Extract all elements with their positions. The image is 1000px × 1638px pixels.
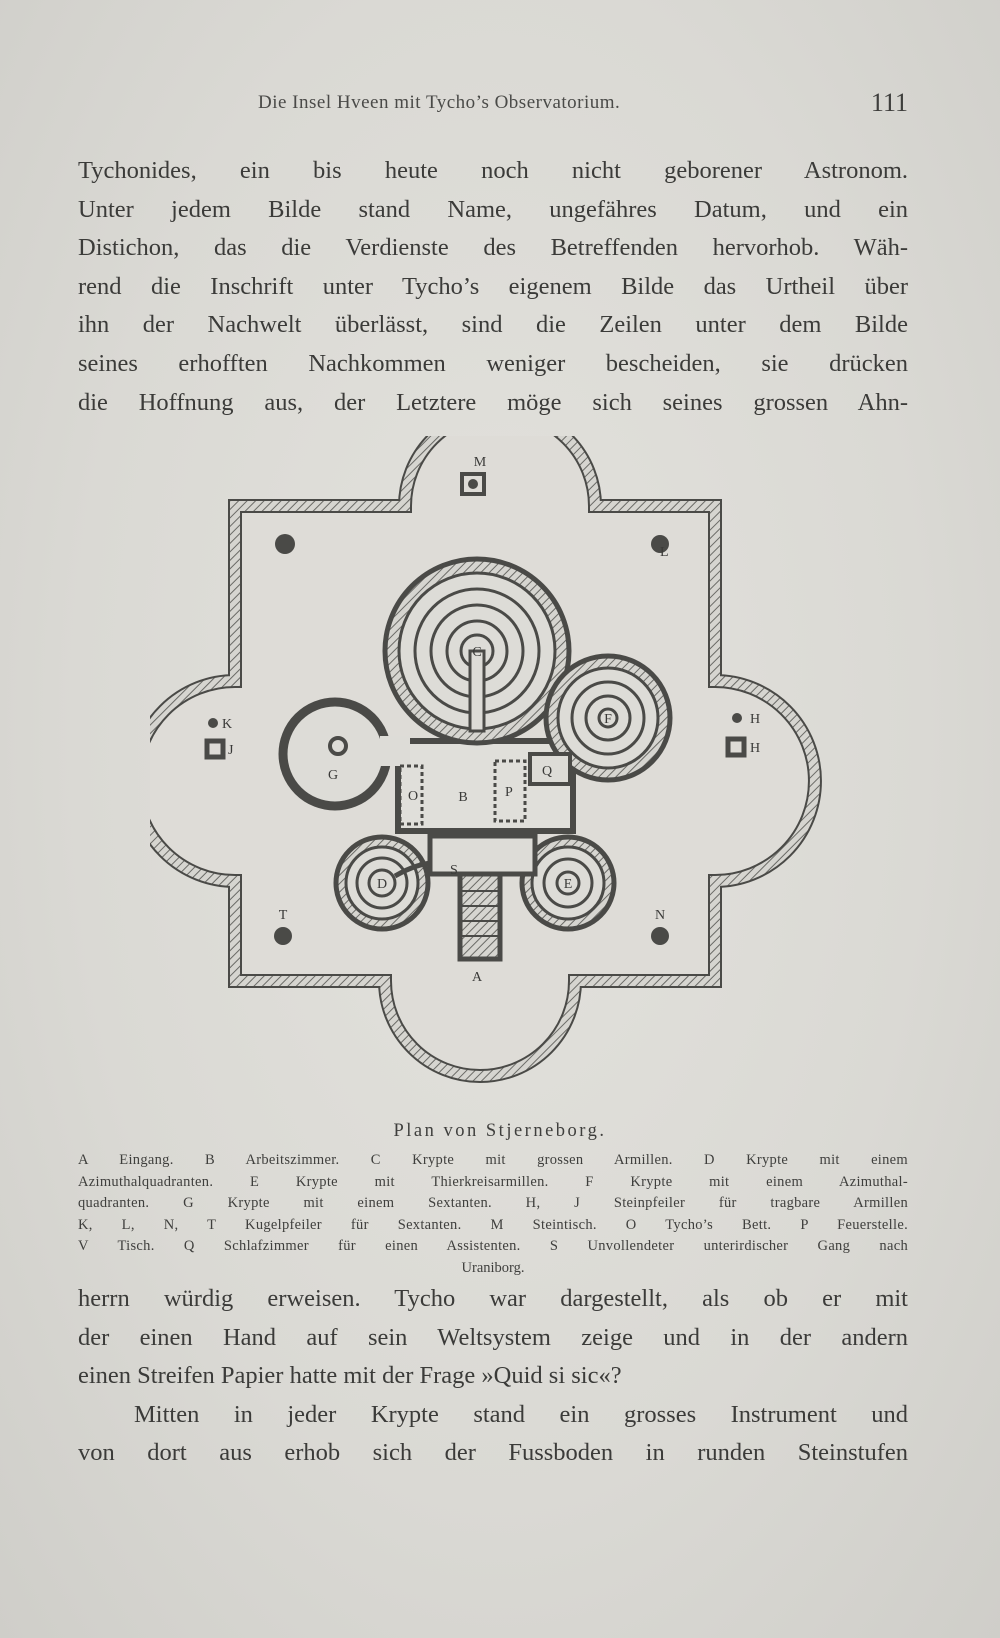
legend-line: Azimuthalquadranten. E Krypte mit Thierkreisarmillen. F Krypte mit einem Azimuthal-	[78, 1173, 908, 1190]
text-line: von dort aus erhob sich der Fussboden in runden Steinstufen	[78, 1439, 908, 1467]
legend-line: V Tisch. Q Schlafzimmer für einen Assistenten. S Unvollendeter unterirdischer Gang nach	[78, 1238, 908, 1255]
legend-line: A Eingang. B Arbeitszimmer. C Krypte mit grossen Armillen. D Krypte mit einem	[78, 1152, 908, 1168]
label-c: C	[472, 645, 482, 660]
legend-line: quadranten. G Krypte mit einem Sextanten. H, J Steinpfeiler für tragbare Armillen	[78, 1195, 908, 1212]
text-line: herrn würdig erweisen. Tycho war dargestellt, als ob er mit	[78, 1285, 908, 1312]
bottom-text-block	[78, 1280, 908, 1473]
label-j: J	[228, 743, 234, 758]
figure-caption-title: Plan von Stjerneborg.	[393, 1121, 607, 1141]
label-p: P	[505, 785, 513, 800]
label-o: O	[408, 789, 419, 804]
text-line: Unter jedem Bilde stand Name, ungefähres Datum, und ein	[78, 195, 908, 223]
label-f: F	[604, 712, 612, 727]
label-k: K	[222, 717, 233, 732]
label-g: G	[327, 768, 339, 783]
label-e: E	[563, 877, 573, 892]
text-line: die Hoffnung aus, der Letztere möge sich seines grossen Ahn-	[78, 388, 908, 416]
legend-line: K, L, N, T Kugelpfeiler für Sextanten. M Steintisch. O Tycho’s Bett. P Feuerstelle.	[78, 1216, 908, 1233]
page-number: 111	[870, 88, 908, 117]
text-line: Tychonides, ein bis heute noch nicht geborener Astronom.	[78, 157, 908, 184]
figure-legend	[78, 1150, 908, 1280]
text-line: Mitten in jeder Krypte stand ein grosses Instrument und	[134, 1400, 908, 1428]
text-line: der einen Hand auf sein Weltsystem zeige und in der andern	[78, 1323, 908, 1351]
label-n: N	[654, 908, 666, 923]
label-t: T	[278, 908, 288, 923]
text-line: Distichon, das die Verdienste des Betreffenden hervorhob. Wäh-	[78, 234, 908, 262]
label-b: B	[458, 790, 468, 805]
running-title: Die Insel Hveen mit Tycho’s Observatorium.	[258, 92, 621, 113]
label-d: D	[376, 877, 388, 892]
label-q: Q	[542, 764, 553, 779]
text-line: ihn der Nachwelt überlässt, sind die Zeilen unter dem Bilde	[78, 311, 908, 339]
label-m: M	[473, 455, 487, 470]
legend-line: Uraniborg.	[461, 1259, 525, 1276]
page-header	[78, 88, 908, 122]
top-text-block	[78, 152, 908, 422]
label-h1: H	[750, 712, 761, 727]
label-a: A	[471, 970, 483, 985]
label-s: S	[450, 863, 458, 878]
label-h2: H	[750, 741, 761, 756]
text-line: rend die Inschrift unter Tycho’s eigenem Bilde das Urtheil über	[78, 272, 908, 300]
text-line: einen Streifen Papier hatte mit der Frage »Quid si sic«?	[78, 1362, 622, 1390]
text-line: seines erhofften Nachkommen weniger bescheiden, sie drücken	[78, 349, 908, 377]
label-l: L	[660, 545, 669, 560]
stjerneborg-plan-figure	[150, 436, 850, 1116]
